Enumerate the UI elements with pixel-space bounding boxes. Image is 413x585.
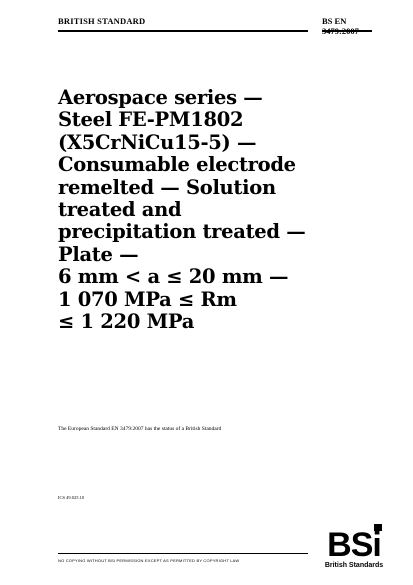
header-right (322, 16, 359, 36)
title-line: treated and (58, 198, 182, 222)
header-rule-left (58, 30, 308, 32)
status-statement: The European Standard EN 3479:2007 has the status of a British Standard (58, 426, 222, 432)
bsi-logo-icon (318, 522, 390, 562)
header-right-line1: BS EN (322, 16, 347, 26)
title-line: remelted — Solution (58, 175, 276, 199)
title-line: Consumable electrode (58, 153, 296, 177)
title-line: Steel FE-PM1802 (58, 108, 244, 132)
header-rule-right (322, 30, 372, 32)
footer-rule (58, 553, 308, 554)
title-line: Aerospace series — (58, 86, 263, 109)
copyright-footer: NO COPYING WITHOUT BSI PERMISSION EXCEPT AS PERMITTED BY COPYRIGHT LAW (58, 558, 240, 563)
title-line: 6 mm < a ≤ 20 mm — (58, 265, 289, 289)
title-line: ≤ 1 220 MPa (58, 310, 195, 334)
bsi-caption: British Standards (324, 562, 384, 569)
title-line: (X5CrNiCu15-5) — (58, 130, 257, 154)
title-line: 1 070 MPa ≤ Rm (58, 287, 237, 311)
ics-code: ICS 49.025.10 (58, 495, 85, 500)
header-left: BRITISH STANDARD (58, 16, 146, 26)
bsi-logo-wordmark: BSi (327, 526, 381, 562)
title-line: Plate — (58, 242, 139, 266)
document-title (58, 87, 358, 333)
title-line: precipitation treated — (58, 220, 306, 244)
